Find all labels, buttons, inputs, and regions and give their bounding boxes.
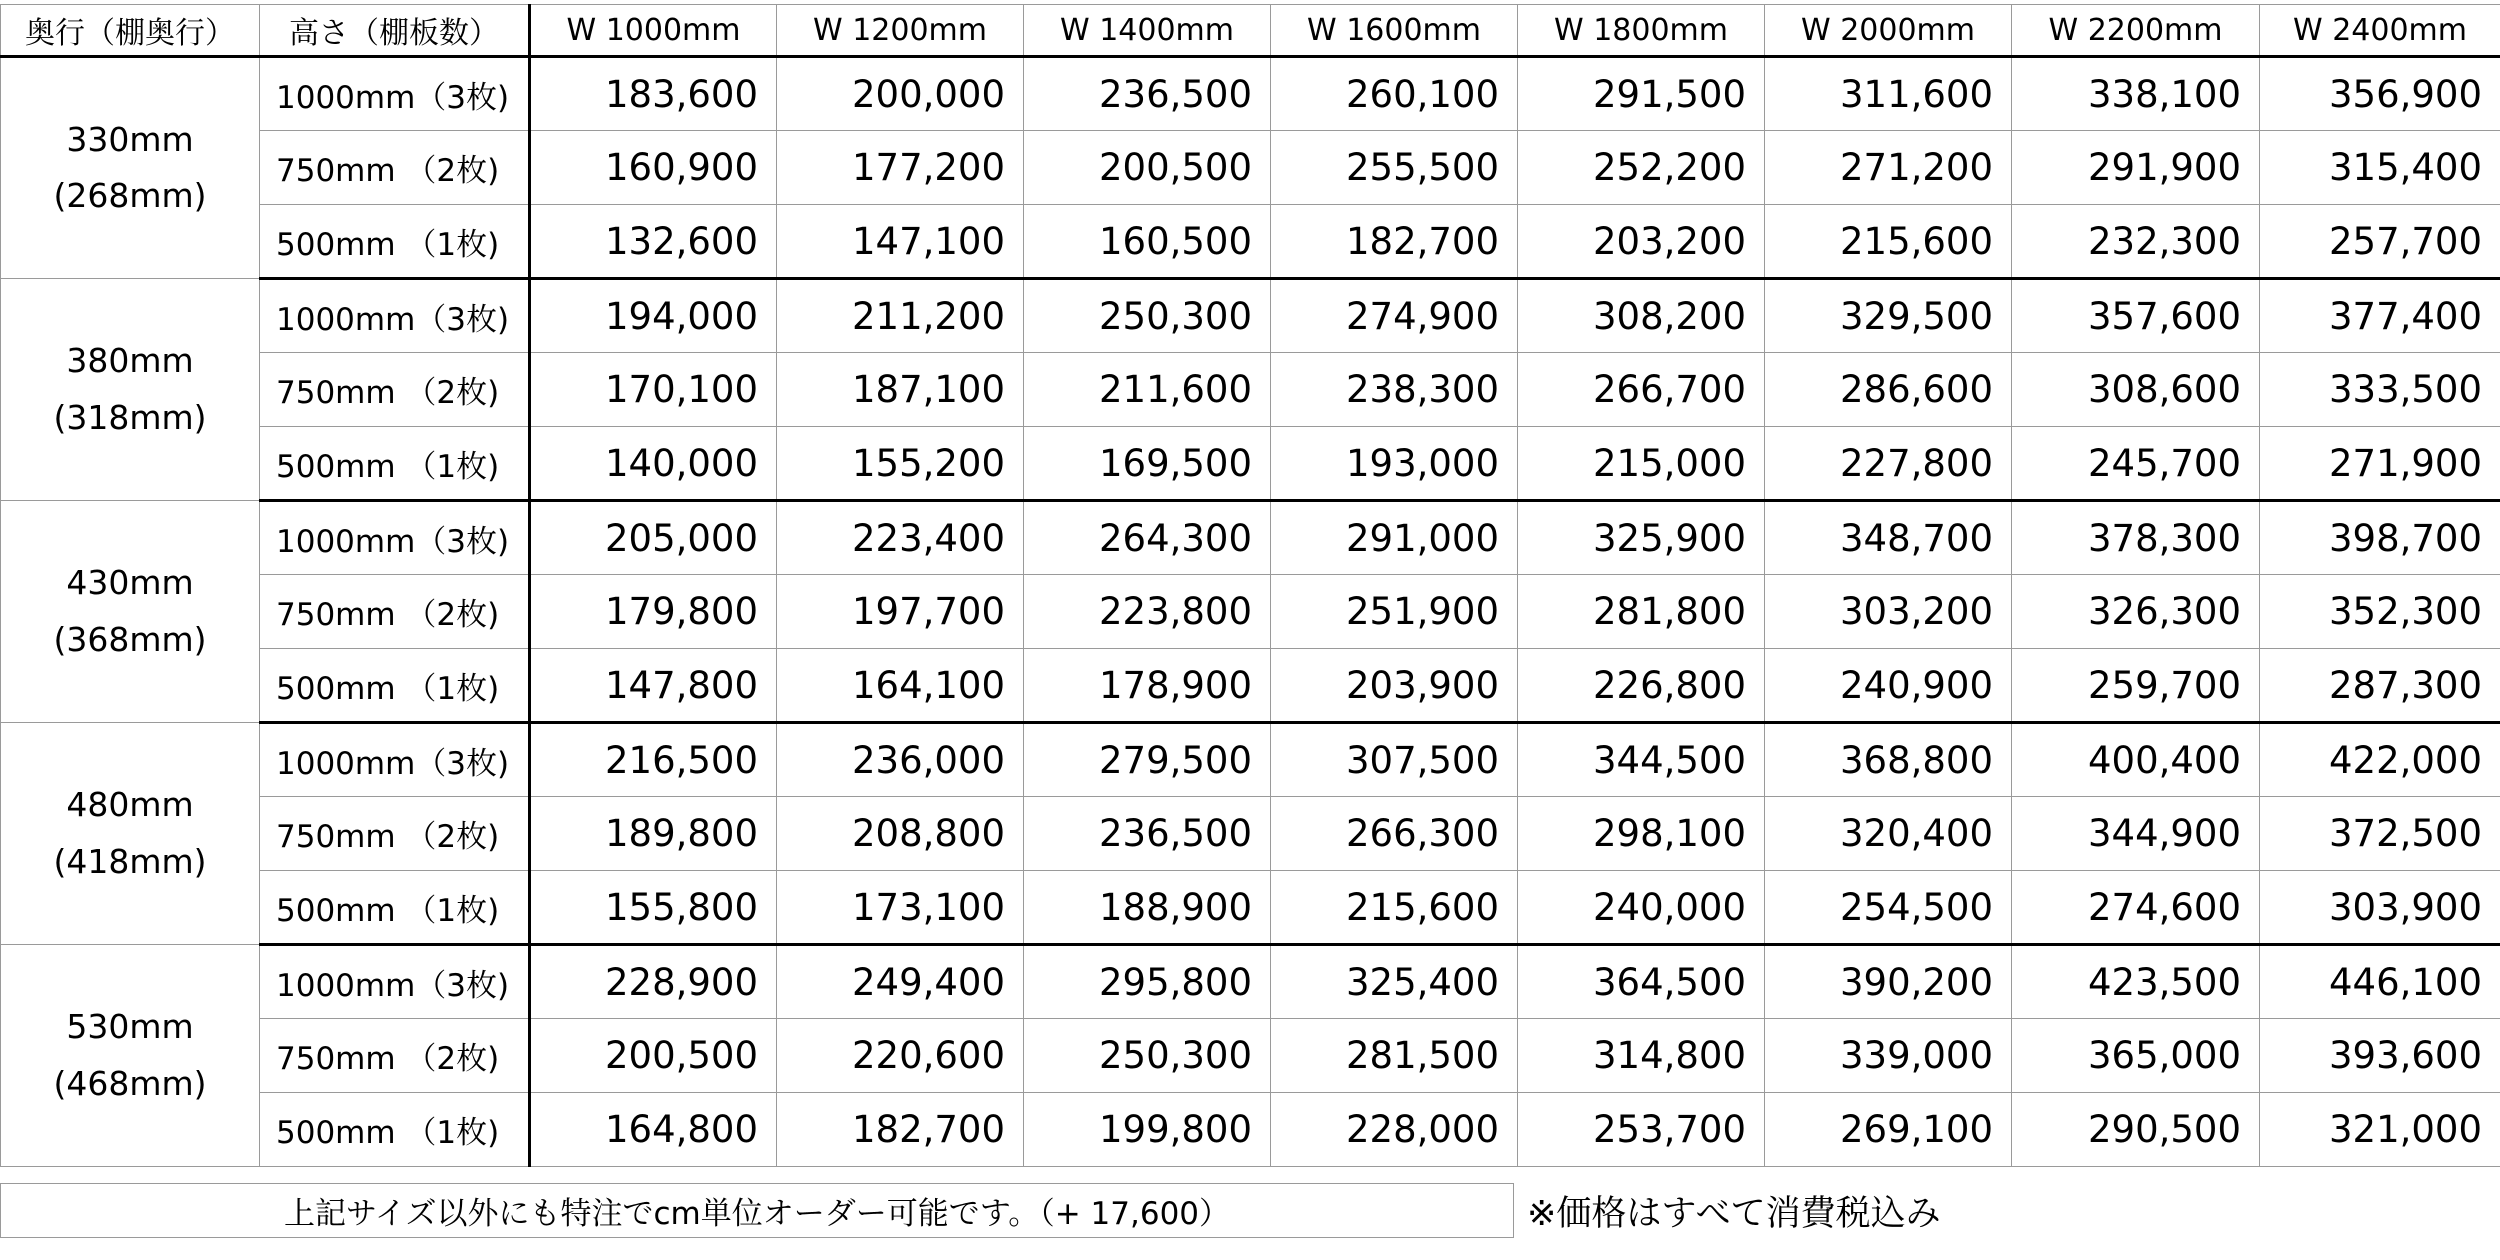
table-row — [1, 649, 2500, 723]
price-cell: 315,400 — [2260, 131, 2500, 205]
header-width-1400: W 1400mm — [1024, 5, 1271, 57]
price-cell: 200,500 — [530, 1019, 777, 1093]
price-cell: 179,800 — [530, 575, 777, 649]
price-cell: 422,000 — [2260, 723, 2500, 797]
price-cell: 400,400 — [2012, 723, 2260, 797]
header-width-1800: W 1800mm — [1518, 5, 1765, 57]
price-cell: 356,900 — [2260, 57, 2500, 131]
height-cell: 1000mm（3枚) — [260, 723, 530, 797]
shelf-depth-value: (418mm) — [53, 841, 207, 881]
table-row — [1, 723, 2500, 797]
depth-value: 430mm — [66, 563, 194, 603]
price-cell: 325,400 — [1271, 945, 1518, 1019]
price-cell: 203,900 — [1271, 649, 1518, 723]
price-cell: 344,900 — [2012, 797, 2260, 871]
depth-cell — [1, 945, 260, 1167]
price-cell: 326,300 — [2012, 575, 2260, 649]
price-cell: 223,400 — [777, 501, 1024, 575]
price-cell: 287,300 — [2260, 649, 2500, 723]
price-cell: 377,400 — [2260, 279, 2500, 353]
price-cell: 252,200 — [1518, 131, 1765, 205]
price-cell: 333,500 — [2260, 353, 2500, 427]
depth-cell — [1, 279, 260, 501]
price-cell: 295,800 — [1024, 945, 1271, 1019]
price-cell: 187,100 — [777, 353, 1024, 427]
price-cell: 223,800 — [1024, 575, 1271, 649]
table-row — [1, 871, 2500, 945]
price-cell: 199,800 — [1024, 1093, 1271, 1167]
price-cell: 352,300 — [2260, 575, 2500, 649]
price-cell: 232,300 — [2012, 205, 2260, 279]
price-cell: 266,300 — [1271, 797, 1518, 871]
height-cell: 500mm （1枚) — [260, 427, 530, 501]
price-cell: 269,100 — [1765, 1093, 2012, 1167]
header-depth: 奥行（棚奥行） — [1, 5, 260, 57]
depth-value: 330mm — [66, 119, 194, 159]
price-cell: 308,200 — [1518, 279, 1765, 353]
table-row — [1, 279, 2500, 353]
price-cell: 325,900 — [1518, 501, 1765, 575]
price-cell: 307,500 — [1271, 723, 1518, 797]
header-width-2400: W 2400mm — [2260, 5, 2500, 57]
price-cell: 245,700 — [2012, 427, 2260, 501]
price-cell: 257,700 — [2260, 205, 2500, 279]
depth-value: 530mm — [66, 1007, 194, 1047]
price-cell: 286,600 — [1765, 353, 2012, 427]
price-cell: 227,800 — [1765, 427, 2012, 501]
shelf-depth-value: (368mm) — [53, 619, 207, 659]
price-cell: 178,900 — [1024, 649, 1271, 723]
table-row — [1, 57, 2500, 131]
table-row — [1, 427, 2500, 501]
price-cell: 314,800 — [1518, 1019, 1765, 1093]
price-cell: 423,500 — [2012, 945, 2260, 1019]
price-cell: 253,700 — [1518, 1093, 1765, 1167]
header-width-1200: W 1200mm — [777, 5, 1024, 57]
price-cell: 339,000 — [1765, 1019, 2012, 1093]
shelf-depth-value: (268mm) — [53, 176, 207, 215]
price-cell: 211,200 — [777, 279, 1024, 353]
height-cell: 500mm （1枚) — [260, 871, 530, 945]
price-cell: 311,600 — [1765, 57, 2012, 131]
price-cell: 390,200 — [1765, 945, 2012, 1019]
depth-value: 480mm — [66, 785, 194, 825]
price-cell: 193,000 — [1271, 427, 1518, 501]
price-cell: 274,900 — [1271, 279, 1518, 353]
price-cell: 160,500 — [1024, 205, 1271, 279]
custom-order-note: 上記サイズ以外にも特注でcm単位オーダー可能です。（+ 17,600） — [0, 1183, 1514, 1238]
depth-cell — [1, 501, 260, 723]
price-cell: 170,100 — [530, 353, 777, 427]
price-cell: 446,100 — [2260, 945, 2500, 1019]
height-cell: 1000mm（3枚) — [260, 945, 530, 1019]
price-cell: 251,900 — [1271, 575, 1518, 649]
price-cell: 220,600 — [777, 1019, 1024, 1093]
price-cell: 393,600 — [2260, 1019, 2500, 1093]
price-cell: 281,800 — [1518, 575, 1765, 649]
price-cell: 236,000 — [777, 723, 1024, 797]
price-cell: 338,100 — [2012, 57, 2260, 131]
price-cell: 216,500 — [530, 723, 777, 797]
header-width-2200: W 2200mm — [2012, 5, 2260, 57]
price-cell: 255,500 — [1271, 131, 1518, 205]
price-cell: 169,500 — [1024, 427, 1271, 501]
price-cell: 215,600 — [1765, 205, 2012, 279]
price-cell: 281,500 — [1271, 1019, 1518, 1093]
height-cell: 500mm （1枚) — [260, 649, 530, 723]
price-cell: 183,600 — [530, 57, 777, 131]
depth-group — [1, 57, 2500, 279]
height-cell: 1000mm（3枚) — [260, 501, 530, 575]
price-cell: 200,500 — [1024, 131, 1271, 205]
price-cell: 364,500 — [1518, 945, 1765, 1019]
table-row — [1, 945, 2500, 1019]
price-cell: 368,800 — [1765, 723, 2012, 797]
table-row — [1, 353, 2500, 427]
table-row — [1, 131, 2500, 205]
price-cell: 320,400 — [1765, 797, 2012, 871]
price-cell: 274,600 — [2012, 871, 2260, 945]
price-cell: 398,700 — [2260, 501, 2500, 575]
height-cell: 500mm （1枚) — [260, 205, 530, 279]
price-cell: 228,000 — [1271, 1093, 1518, 1167]
price-cell: 240,900 — [1765, 649, 2012, 723]
price-cell: 182,700 — [777, 1093, 1024, 1167]
table-row — [1, 1019, 2500, 1093]
table-row — [1, 575, 2500, 649]
price-cell: 160,900 — [530, 131, 777, 205]
price-cell: 250,300 — [1024, 1019, 1271, 1093]
price-cell: 260,100 — [1271, 57, 1518, 131]
price-cell: 200,000 — [777, 57, 1024, 131]
price-cell: 290,500 — [2012, 1093, 2260, 1167]
table-row — [1, 501, 2500, 575]
price-cell: 228,900 — [530, 945, 777, 1019]
price-cell: 236,500 — [1024, 797, 1271, 871]
header-width-1000: W 1000mm — [530, 5, 777, 57]
price-cell: 357,600 — [2012, 279, 2260, 353]
header-height: 高さ（棚板数） — [260, 5, 530, 57]
header-row — [1, 5, 2500, 57]
height-cell: 1000mm（3枚) — [260, 279, 530, 353]
price-cell: 236,500 — [1024, 57, 1271, 131]
price-cell: 308,600 — [2012, 353, 2260, 427]
depth-cell — [1, 723, 260, 945]
depth-cell — [1, 57, 260, 279]
price-cell: 303,200 — [1765, 575, 2012, 649]
depth-group — [1, 945, 2500, 1167]
price-cell: 226,800 — [1518, 649, 1765, 723]
price-cell: 291,900 — [2012, 131, 2260, 205]
price-cell: 259,700 — [2012, 649, 2260, 723]
price-cell: 298,100 — [1518, 797, 1765, 871]
price-cell: 205,000 — [530, 501, 777, 575]
shelf-depth-value: (468mm) — [53, 1063, 207, 1103]
price-cell: 329,500 — [1765, 279, 2012, 353]
height-cell: 750mm （2枚) — [260, 131, 530, 205]
price-table — [0, 4, 2500, 1167]
price-cell: 254,500 — [1765, 871, 2012, 945]
price-cell: 208,800 — [777, 797, 1024, 871]
price-cell: 189,800 — [530, 797, 777, 871]
price-cell: 197,700 — [777, 575, 1024, 649]
price-cell: 177,200 — [777, 131, 1024, 205]
depth-group — [1, 723, 2500, 945]
price-cell: 372,500 — [2260, 797, 2500, 871]
height-cell: 750mm （2枚) — [260, 353, 530, 427]
price-cell: 378,300 — [2012, 501, 2260, 575]
header-width-1600: W 1600mm — [1271, 5, 1518, 57]
price-cell: 147,800 — [530, 649, 777, 723]
price-cell: 303,900 — [2260, 871, 2500, 945]
price-cell: 203,200 — [1518, 205, 1765, 279]
price-cell: 164,800 — [530, 1093, 777, 1167]
price-cell: 155,200 — [777, 427, 1024, 501]
depth-value: 380mm — [66, 341, 194, 381]
price-cell: 291,000 — [1271, 501, 1518, 575]
price-cell: 194,000 — [530, 279, 777, 353]
shelf-depth-value: (318mm) — [53, 397, 207, 437]
price-cell: 264,300 — [1024, 501, 1271, 575]
height-cell: 500mm （1枚) — [260, 1093, 530, 1167]
tax-note: ※価格はすべて消費税込み — [1527, 1193, 1941, 1234]
table-row — [1, 797, 2500, 871]
price-cell: 348,700 — [1765, 501, 2012, 575]
price-cell: 271,200 — [1765, 131, 2012, 205]
price-cell: 182,700 — [1271, 205, 1518, 279]
table-row — [1, 205, 2500, 279]
price-cell: 215,000 — [1518, 427, 1765, 501]
price-cell: 249,400 — [777, 945, 1024, 1019]
height-cell: 750mm （2枚) — [260, 1019, 530, 1093]
price-cell: 365,000 — [2012, 1019, 2260, 1093]
depth-group — [1, 501, 2500, 723]
price-cell: 344,500 — [1518, 723, 1765, 797]
height-cell: 750mm （2枚) — [260, 797, 530, 871]
table-header — [1, 5, 2500, 57]
price-cell: 188,900 — [1024, 871, 1271, 945]
price-cell: 155,800 — [530, 871, 777, 945]
price-cell: 279,500 — [1024, 723, 1271, 797]
height-cell: 1000mm（3枚) — [260, 57, 530, 131]
price-cell: 140,000 — [530, 427, 777, 501]
price-cell: 240,000 — [1518, 871, 1765, 945]
price-cell: 321,000 — [2260, 1093, 2500, 1167]
price-cell: 250,300 — [1024, 279, 1271, 353]
table-row — [1, 1093, 2500, 1167]
depth-group — [1, 279, 2500, 501]
price-cell: 215,600 — [1271, 871, 1518, 945]
header-width-2000: W 2000mm — [1765, 5, 2012, 57]
price-cell: 211,600 — [1024, 353, 1271, 427]
price-cell: 147,100 — [777, 205, 1024, 279]
price-cell: 164,100 — [777, 649, 1024, 723]
price-cell: 291,500 — [1518, 57, 1765, 131]
price-cell: 173,100 — [777, 871, 1024, 945]
height-cell: 750mm （2枚) — [260, 575, 530, 649]
price-cell: 266,700 — [1518, 353, 1765, 427]
price-cell: 271,900 — [2260, 427, 2500, 501]
price-cell: 132,600 — [530, 205, 777, 279]
price-cell: 238,300 — [1271, 353, 1518, 427]
